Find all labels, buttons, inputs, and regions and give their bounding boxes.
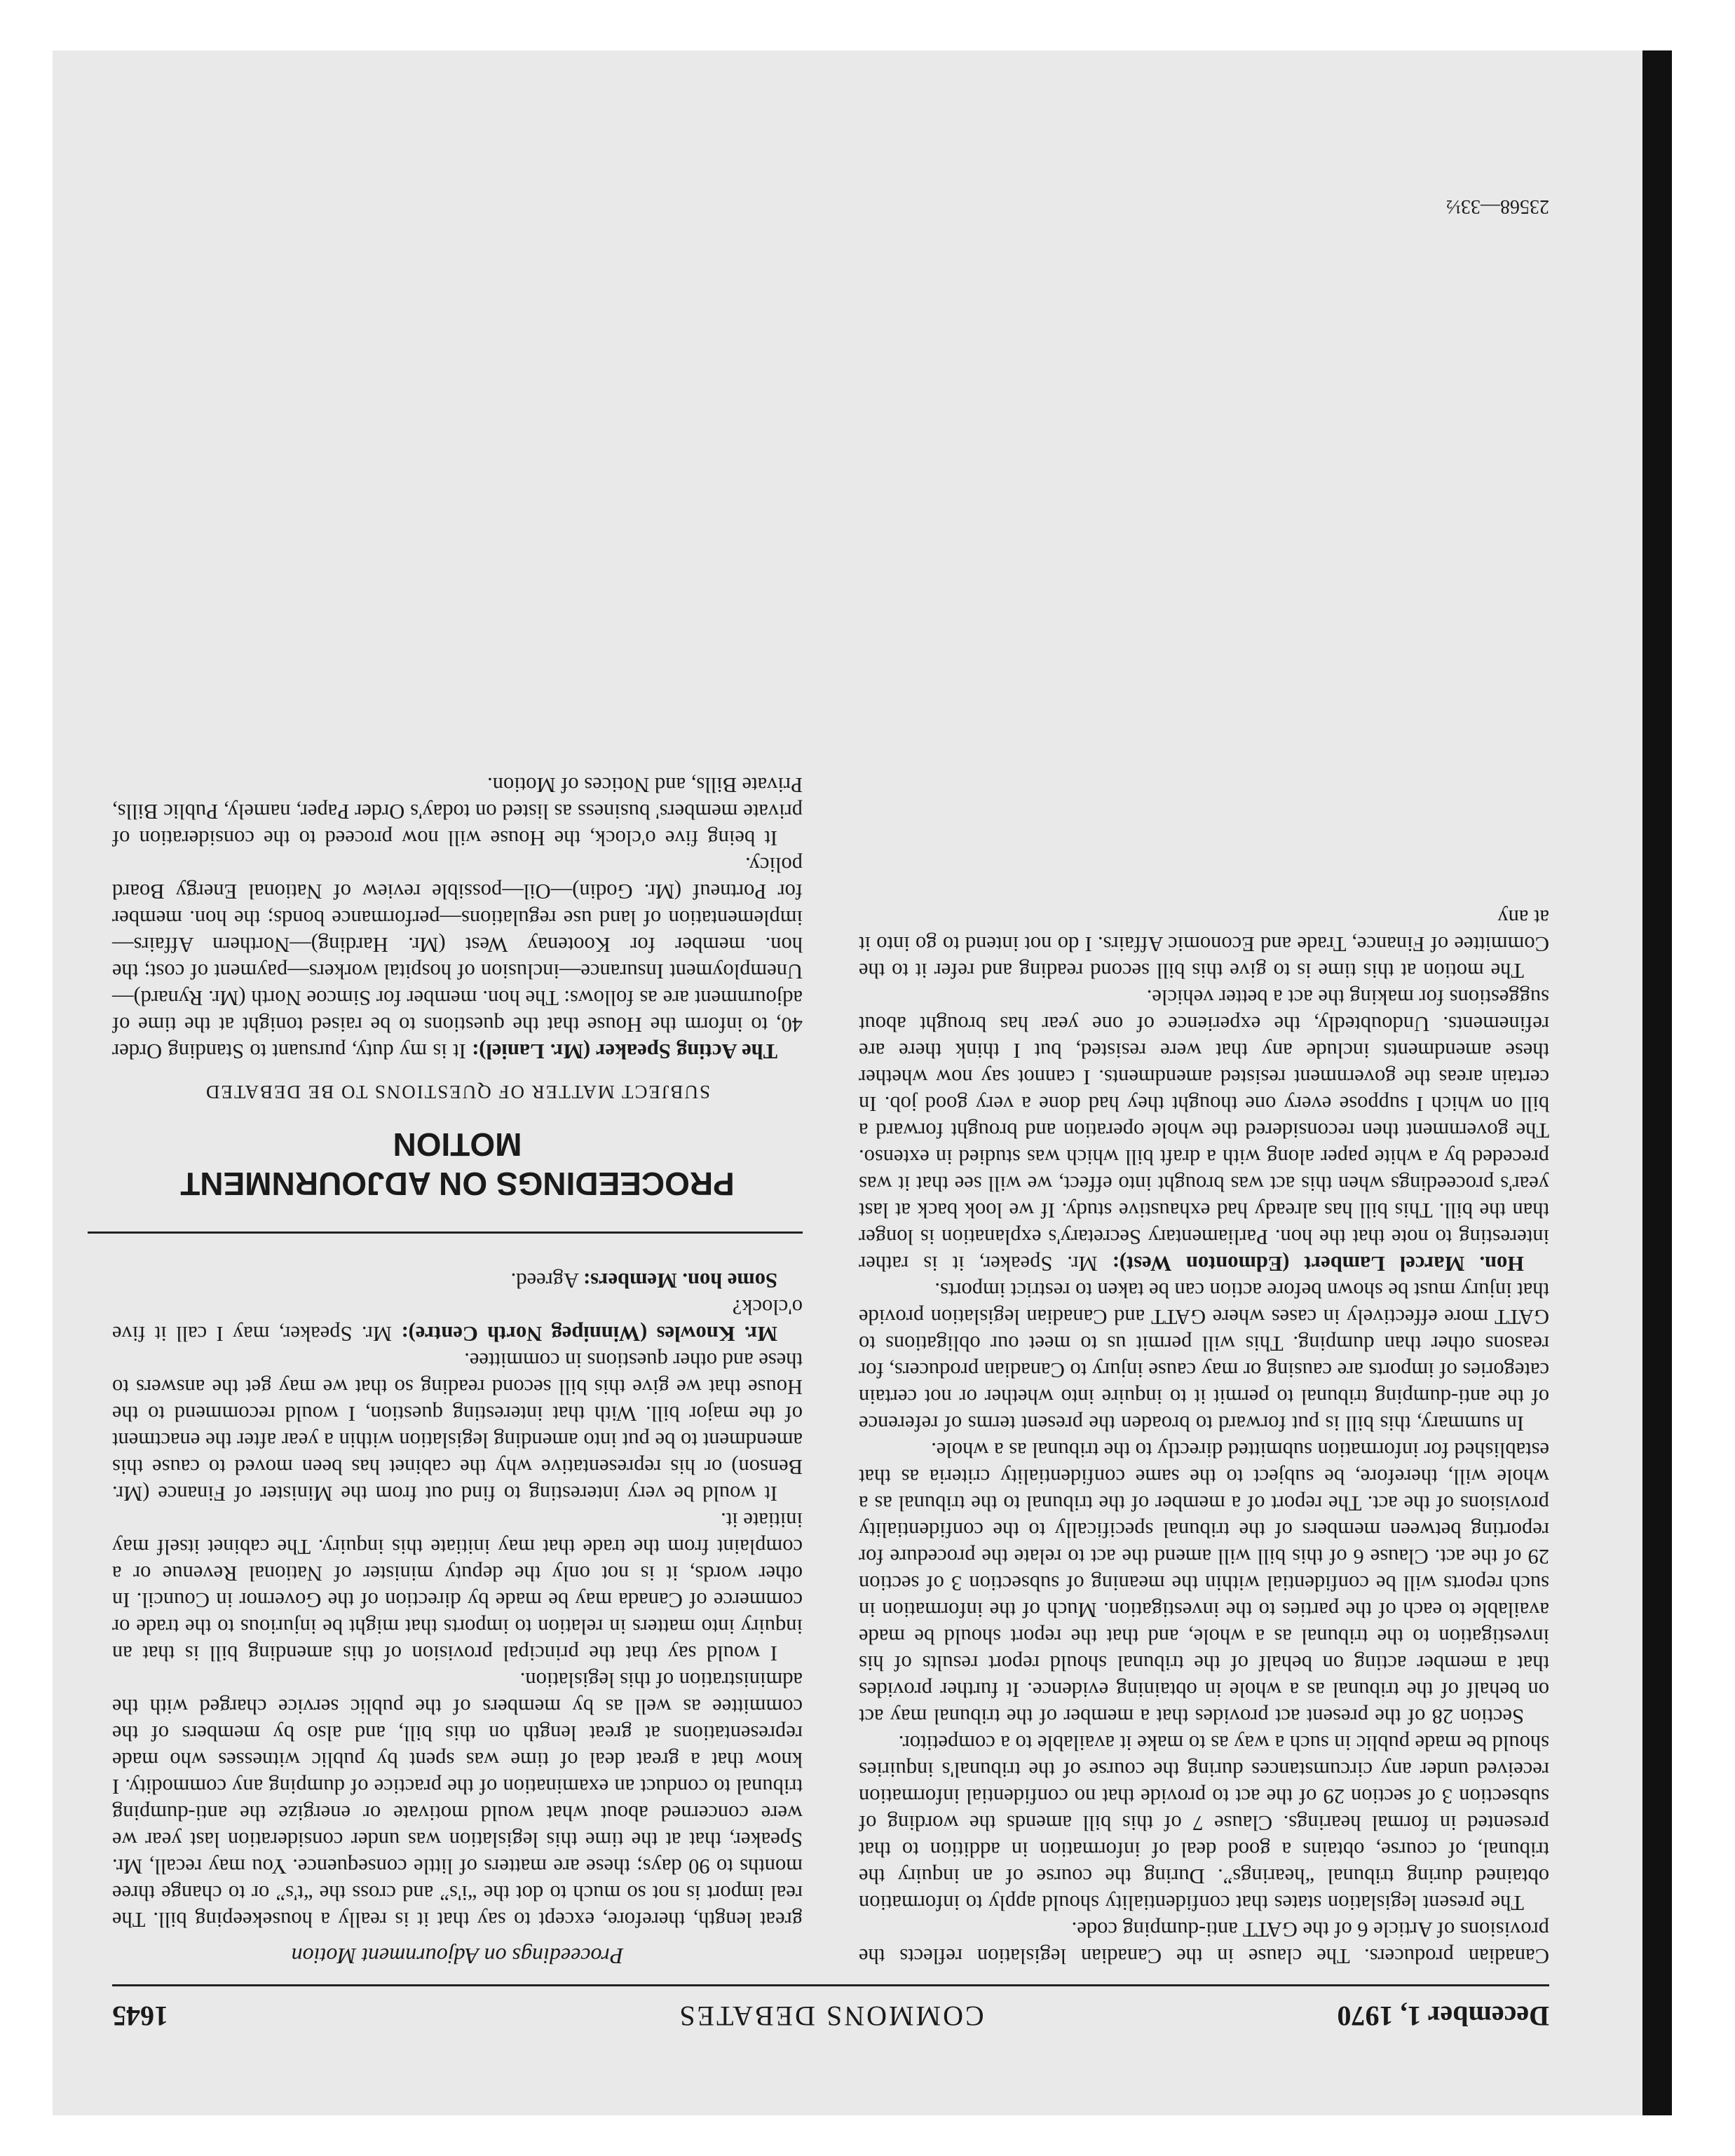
paragraph [112, 772, 803, 852]
paragraph [859, 984, 1549, 1277]
page-number: 1645 [112, 2000, 168, 2032]
paragraph-text: It is my duty, pursuant to Standing Order 40, to inform the House that the questions to be raised tonight at the time of adjournment are as follows: The hon. member for Simcoe North (Mr. Rynard)—Unemployment Insurance—inclusion of hospital workers—payment of cost; the hon. member for Kootenay West (Mr. Harding)—Northern Affairs—implementation of land use regulations—performance bonds; the hon. member for Portneuf (Mr. Godin)—Oil—possible review of National Energy Board policy. [112, 853, 803, 1063]
section-subtitle: SUBJECT MATTER OF QUESTIONS TO BE DEBATED [204, 1082, 711, 1103]
running-head: Proceedings on Adjournment Motion [291, 1944, 624, 1969]
paragraph [859, 1916, 1549, 1970]
speaker-name: Hon. Marcel Lambert (Edmonton West): [1112, 1252, 1524, 1276]
paragraph [859, 1730, 1549, 1916]
footnote: 23568—33½ [1446, 196, 1549, 217]
paragraph [112, 852, 803, 1065]
paragraph [859, 1277, 1549, 1437]
paragraph-text: Agreed. [510, 1269, 583, 1292]
header-title: COMMONS DEBATES [677, 2000, 984, 2032]
paragraph-text: It being five o'clock, the House will now proceed to the consideration of private members' business as listed on today's Order Paper, namely, Public Bills, Private Bills, and Notices of Motion. [112, 773, 803, 850]
paragraph-text: It would be very interesting to find out from the Minister of Finance (Mr. Benson) or his representative why the cabinet has been moved to cause this amendment to be put into amending legislation within a year after the enactment of the major bill. With that interesting question, I would recommend to the House that we give this bill second reading so that we may get the answers to these and other questions in committee. [112, 1349, 803, 1506]
right-column-top [112, 1267, 803, 1933]
paragraph-text: In summary, this bill is put forward to broaden the present terms of reference of the anti-dumping tribunal to permit it to inquire into whether or not certain categories of imports are causing or may cause injury to Canadian producers, for reasons other than dumping. This will permit us to meet our obligations to GATT more effectively in cases where GATT and Canadian legislation provide that injury must be shown before action can be taken to restrict imports. [859, 1278, 1549, 1435]
paragraph-text: Canadian producers. The clause in the Canadian legislation reflects the provisions of Article 6 of the GATT anti-dumping code. [859, 1918, 1549, 1968]
paragraph-text: great length, therefore, except to say that it is really a housekeeping bill. The real import is not so much to dot the “i's” and cross the “t's” or to change three months to 90 days; these are matters of little consequence. You may recall, Mr. Speaker, that at the time this legislation was under consideration last year we were concerned about what would motivate or energize the anti-dumping tribunal to conduct an examination of the practice of dumping any commodity. I know that a great deal of time was spent by public witnesses who made representations at great length on this bill, and also by members of the committee as well as by members of the public service charged with the administration of this legislation. [112, 1668, 803, 1932]
page-header [112, 1991, 1549, 2033]
paragraph [112, 1267, 803, 1294]
paragraph [859, 1437, 1549, 1730]
left-column [859, 904, 1549, 1970]
section-divider [88, 1231, 803, 1234]
scanner-edge [1642, 50, 1672, 2115]
paragraph-text: Mr. Speaker, it is rather interesting to note that the hon. Parliamentary Secretary's explanation is longer than the bill. This bill has already had exhaustive study. If we look back at last year's proceedings when this act was brought into effect, we will see that it was preceded by a white paper along with a draft bill which was studied in extenso. The government then reconsidered the whole operation and brought forward a bill on which I suppose every one thought they had done a very good job. In certain areas the government resisted amendments. I cannot say now whether these amendments include any that were resisted, but I think there are refinements. Undoubtedly, the experience of one year has brought about suggestions for making the act a better vehicle. [859, 985, 1549, 1276]
paragraph [112, 1347, 803, 1507]
paragraph-text: I would say that the principal provision of this amending bill is that an inquiry into matters in relation to imports that might be injurious to the trade or commerce of Canada may be made by direction of the Governor in Council. In other words, it is not only the deputy minister of National Revenue or a complaint from the trade that may initiate this inquiry. The cabinet itself may initiate it. [112, 1508, 803, 1665]
speaker-name: Some hon. Members: [583, 1269, 777, 1292]
paragraph-text: The motion at this time is to give this bill second reading and refer it to the Committee of Finance, Trade and Economic Affairs. I do not intend to go into it at any [859, 906, 1549, 983]
section-title: PROCEEDINGS ON ADJOURNMENT MOTION [180, 1126, 735, 1202]
right-column [112, 772, 803, 1970]
paragraph [112, 1294, 803, 1347]
right-column-bottom [112, 772, 803, 1065]
header-date: December 1, 1970 [1337, 2000, 1549, 2032]
header-rule [112, 1984, 1549, 1986]
speaker-name: The Acting Speaker (Mr. Laniel): [472, 1039, 777, 1063]
paragraph-text: Section 28 of the present act provides that a member of the tribunal may act on behalf of the tribunal as a whole in obtaining evidence. It further provides that a member acting on behalf of the tribunal should report results of his investigation to the tribunal as a whole, and that the report should be made available to each of the parties to the investigation. Much of the information in such reports will be confidential within the meaning of subsection 3 of section 29 of the act. Clause 6 of this bill will amend the act to relate the procedure for reporting between members of the tribunal specifically to the confidentiality provisions of the act. The report of a member of the tribunal to the tribunal as a whole will, therefore, be subject to the same confidentiality criteria as that established for information submitted directly to the tribunal as a whole. [859, 1438, 1549, 1728]
paragraph [859, 904, 1549, 984]
paragraph [112, 1507, 803, 1667]
paragraph-text: The present legislation states that confidentiality should apply to information obtained during tribunal “hearings”. During the course of an inquiry the tribunal, of course, obtains a good deal of information in addition to that presented in formal hearings. Clause 7 of this bill amends the wording of subsection 3 of section 29 of the act to provide that no confidential information received under any circumstances during the course of the tribunal's inquiries should be made public in such a way as to make it available to a competitor. [859, 1731, 1549, 1915]
printed-page [112, 182, 1549, 2033]
paragraph-text: Mr. Speaker, may I call it five o'clock? [112, 1295, 803, 1346]
speaker-name: Mr. Knowles (Winnipeg North Centre): [401, 1322, 777, 1346]
paragraph [112, 1667, 803, 1933]
